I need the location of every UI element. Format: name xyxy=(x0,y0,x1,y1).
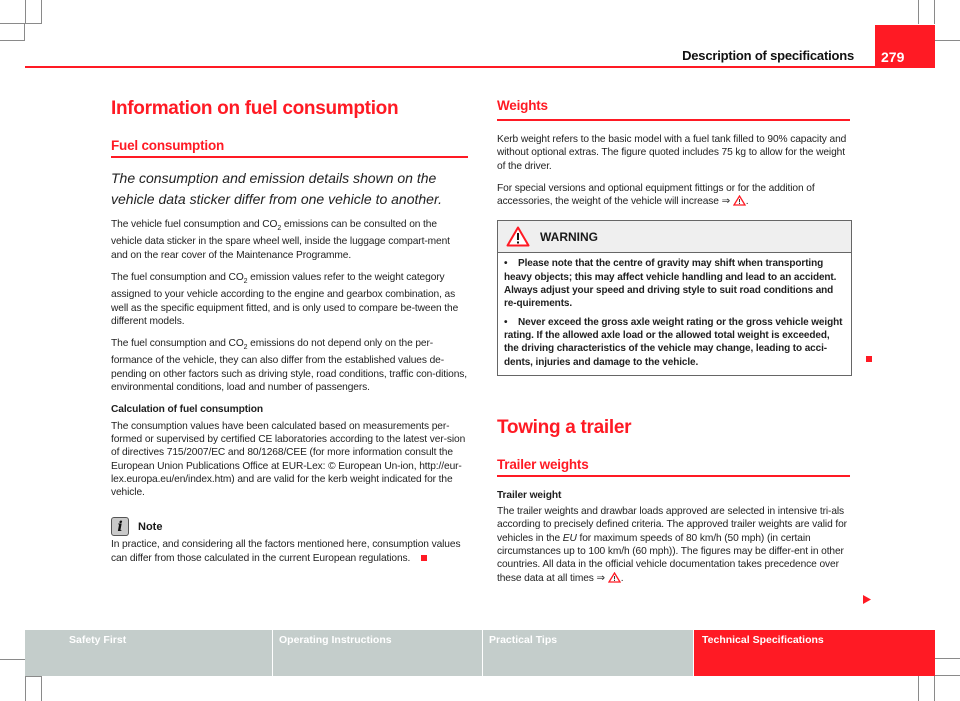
crop-mark xyxy=(0,24,25,41)
calc-heading: Calculation of fuel consumption xyxy=(111,404,263,416)
section-end-mark-icon xyxy=(866,356,872,362)
crop-mark xyxy=(918,0,935,24)
warning-body xyxy=(498,253,851,374)
crop-mark xyxy=(935,658,960,676)
header-rule xyxy=(25,66,935,68)
left-column xyxy=(111,98,468,565)
paragraph: The fuel consumption and $CO_2$ emissions do not depend only on the per-formance of the vehicle, they can also differ from the established values de-pending on other factors such as driving style, road conditions, traffic con-ditions, environmental conditions, load and number of passengers. xyxy=(111,338,467,394)
warning-title: WARNING xyxy=(540,229,598,244)
tab-operating-instructions[interactable]: Operating Instructions xyxy=(273,630,482,676)
section-title-fuel-consumption: Fuel consumption xyxy=(111,138,468,158)
chapter-tabs xyxy=(25,630,935,676)
calc-text: The consumption values have been calculated based on measurements per-formed or supervised by certified CE laboratories according to the latest ver-sion of directives 715/2007/EC and 80/1268/CEE (for more information consult the European Union Publications Office at EUR-Lex: © European Un-ion, http://eur-lex.europa.eu/en/index.htm) and are valid for the kerb weight indicated for the vehicle. xyxy=(111,420,466,499)
running-header-title: Description of specifications xyxy=(682,48,854,63)
tab-technical-specifications[interactable]: Technical Specifications xyxy=(694,630,935,676)
note-text: In practice, and considering all the factors mentioned here, consumption values can differ from those calculated in the current European regulations. xyxy=(111,539,461,564)
warning-triangle-icon xyxy=(506,226,530,247)
crop-mark xyxy=(935,24,960,41)
trailer-text: The trailer weights and drawbar loads approved are selected in intensive tri-als according to precisely defined criteria. The approved trailer weights are valid for vehicles in the EU for maximum speeds of 80 km/h (50 mph) (in certain circumstances up to 100 km/h (60 mph)). The figures may be differ-ent in other countries. All data in the official vehicle documentation takes precedence over these data at all times ⇒ . xyxy=(497,506,847,584)
warning-header xyxy=(498,221,851,253)
section-title-trailer-weights: Trailer weights xyxy=(497,457,850,477)
warning-reference-icon[interactable] xyxy=(608,572,621,583)
page-number: 279 xyxy=(875,25,935,68)
right-column xyxy=(497,98,850,585)
section-title-weights: Weights xyxy=(497,98,850,121)
chapter-title-towing: Towing a trailer xyxy=(497,416,632,438)
continue-arrow-icon xyxy=(863,595,871,604)
warning-item: • Please note that the centre of gravity may shift when transporting heavy objects; this may affect vehicle handling and lead to an accident. Always adjust your speed and driving style to suit road conditions and re-quirements. xyxy=(504,258,837,310)
warning-reference-icon[interactable] xyxy=(733,195,746,206)
crop-mark xyxy=(25,0,26,24)
crop-mark xyxy=(918,676,935,701)
chapter-title: Information on fuel consumption xyxy=(111,98,399,119)
weights-paragraph: For special versions and optional equipment fittings or for the addition of accessories, the weight of the vehicle will increase ⇒ . xyxy=(497,182,815,208)
weights-paragraph: Kerb weight refers to the basic model with a fuel tank filled to 90% capacity and without optional extras. The figure quoted includes 75 kg to allow for the weight of the driver. xyxy=(497,134,847,172)
crop-mark xyxy=(0,659,25,660)
note-title: Note xyxy=(138,520,163,533)
lead-text: The consumption and emission details shown on the vehicle data sticker differ from one vehicle to another. xyxy=(111,170,442,207)
warning-box xyxy=(497,220,852,375)
crop-mark xyxy=(25,676,42,701)
note-header xyxy=(111,517,468,536)
paragraph: The vehicle fuel consumption and $CO_2$ emissions can be consulted on the vehicle data sticker in the spare wheel well, inside the luggage compart-ment and on the rear cover of the Maintenance Programme. xyxy=(111,219,450,261)
trailer-heading: Trailer weight xyxy=(497,489,562,501)
tab-practical-tips[interactable]: Practical Tips xyxy=(483,630,693,676)
info-icon: i xyxy=(111,517,129,536)
warning-item: • Never exceed the gross axle weight rating or the gross vehicle weight rating. If the allowed axle load or the allowed total weight is exceeded, the driving characteristics of the vehicle may change, leading to acci-dents, injuries and damage to the vehicle. xyxy=(504,316,843,368)
section-end-mark-icon xyxy=(421,555,427,561)
tab-safety-first[interactable]: Safety First xyxy=(25,630,272,676)
crop-mark xyxy=(0,0,42,24)
paragraph: The fuel consumption and $CO_2$ emission values refer to the weight category assigned to your vehicle according to the engine and gearbox combination, as well as the specific equipment fitted, and is only used to compare be-tween the different models. xyxy=(111,271,459,327)
